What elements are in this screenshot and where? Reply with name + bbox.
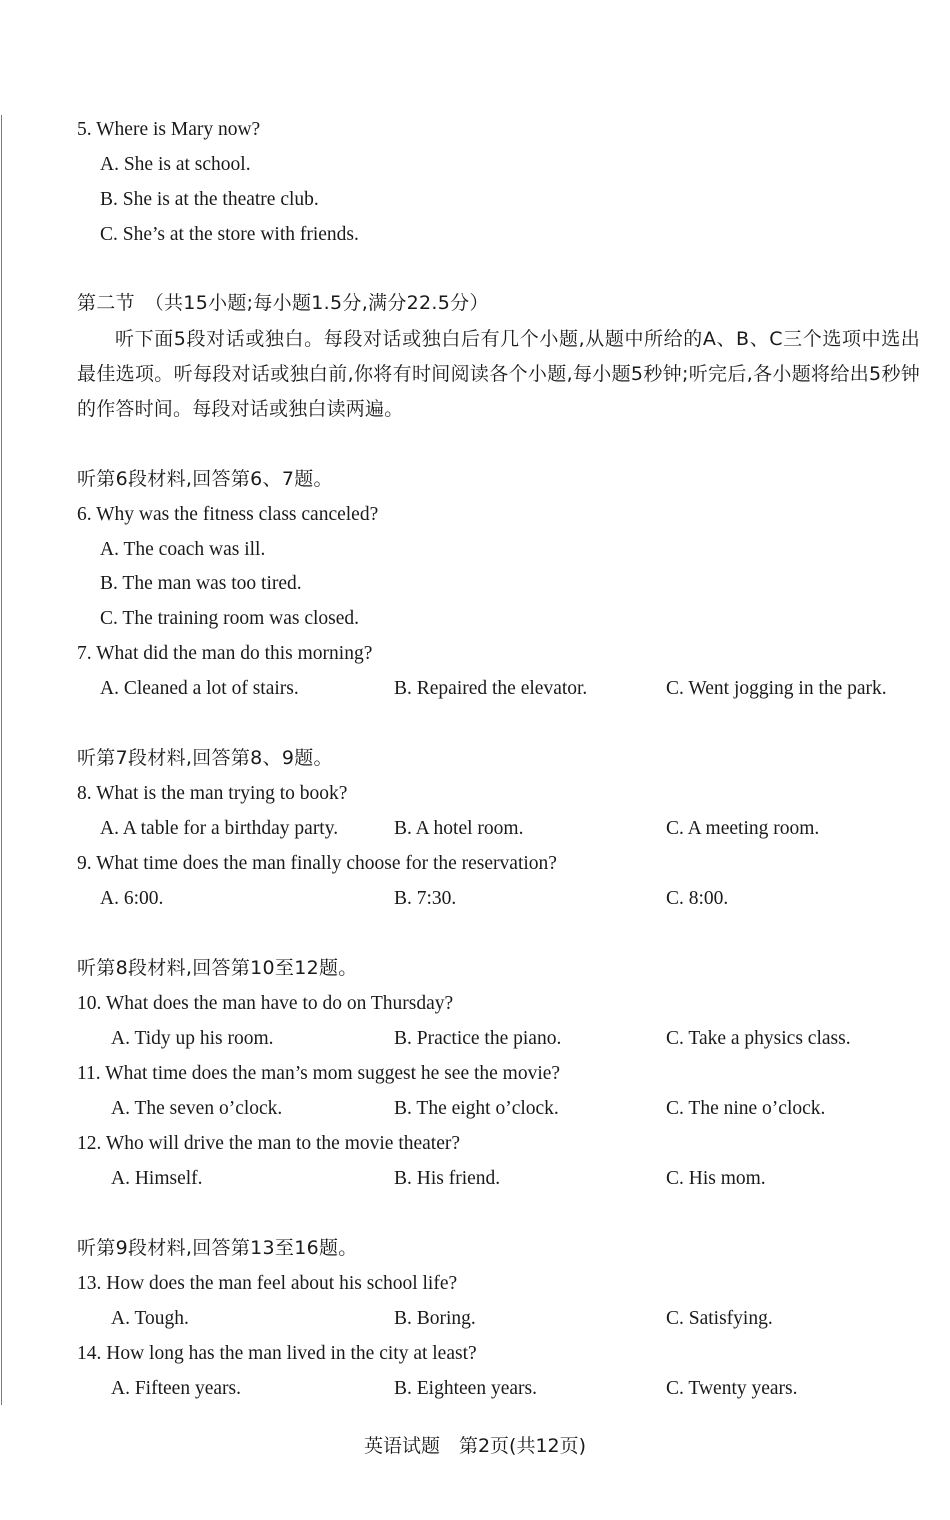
- question-5-option-a: A. She is at school.: [100, 154, 251, 175]
- question-6: 6. Why was the fitness class canceled?: [77, 504, 379, 525]
- question-10-option-a: A. Tidy up his room.: [111, 1028, 274, 1049]
- question-11-option-a: A. The seven o’clock.: [111, 1098, 283, 1119]
- question-10-option-c: C. Take a physics class.: [666, 1028, 851, 1049]
- question-8-option-b: B. A hotel room.: [394, 818, 524, 839]
- question-7: 7. What did the man do this morning?: [77, 643, 373, 664]
- question-7-option-b: B. Repaired the elevator.: [394, 678, 588, 699]
- question-9: 9. What time does the man finally choose for the reservation?: [77, 853, 557, 874]
- question-8: 8. What is the man trying to book?: [77, 783, 348, 804]
- question-6-option-c: C. The training room was closed.: [100, 608, 360, 629]
- group-7-header: 听第7段材料,回答第8、9题。: [77, 747, 333, 769]
- question-13: 13. How does the man feel about his school life?: [77, 1273, 458, 1294]
- question-5: 5. Where is Mary now?: [77, 119, 261, 140]
- question-14-option-c: C. Twenty years.: [666, 1378, 798, 1399]
- question-11: 11. What time does the man’s mom suggest he see the movie?: [77, 1063, 561, 1084]
- question-11-option-b: B. The eight o’clock.: [394, 1098, 559, 1119]
- question-6-option-b: B. The man was too tired.: [100, 573, 302, 594]
- question-9-option-c: C. 8:00.: [666, 888, 729, 909]
- question-8-option-c: C. A meeting room.: [666, 818, 820, 839]
- question-10-option-b: B. Practice the piano.: [394, 1028, 562, 1049]
- question-11-option-c: C. The nine o’clock.: [666, 1098, 826, 1119]
- question-8-option-a: A. A table for a birthday party.: [100, 818, 339, 839]
- group-9-header: 听第9段材料,回答第13至16题。: [77, 1237, 358, 1259]
- question-14-option-a: A. Fifteen years.: [111, 1378, 241, 1399]
- question-5-option-b: B. She is at the theatre club.: [100, 189, 319, 210]
- question-7-option-c: C. Went jogging in the park.: [666, 678, 887, 699]
- group-6-header: 听第6段材料,回答第6、7题。: [77, 468, 333, 490]
- question-13-option-a: A. Tough.: [111, 1308, 189, 1329]
- question-6-option-a: A. The coach was ill.: [100, 539, 266, 560]
- group-8-header: 听第8段材料,回答第10至12题。: [77, 957, 358, 979]
- question-13-option-c: C. Satisfying.: [666, 1308, 773, 1329]
- question-9-option-b: B. 7:30.: [394, 888, 457, 909]
- question-13-option-b: B. Boring.: [394, 1308, 476, 1329]
- section-2-title: 第二节 （共15小题;每小题1.5分,满分22.5分）: [77, 292, 489, 314]
- question-10: 10. What does the man have to do on Thursday?: [77, 993, 454, 1014]
- question-12-option-c: C. His mom.: [666, 1168, 766, 1189]
- question-9-option-a: A. 6:00.: [100, 888, 164, 909]
- question-7-option-a: A. Cleaned a lot of stairs.: [100, 678, 299, 699]
- page-footer: 英语试题 第2页(共12页): [363, 1435, 587, 1457]
- page-margin-rule: [1, 115, 2, 1405]
- question-5-option-c: C. She’s at the store with friends.: [100, 224, 359, 245]
- question-12-option-b: B. His friend.: [394, 1168, 501, 1189]
- question-14: 14. How long has the man lived in the city at least?: [77, 1343, 477, 1364]
- question-14-option-b: B. Eighteen years.: [394, 1378, 537, 1399]
- question-12: 12. Who will drive the man to the movie theater?: [77, 1133, 461, 1154]
- question-12-option-a: A. Himself.: [111, 1168, 203, 1189]
- section-2-instructions: 听下面5段对话或独白。每段对话或独白后有几个小题,从题中所给的A、B、C三个选项中选出最佳选项。听每段对话或独白前,你将有时间阅读各个小题,每小题5秒钟;听完后,各小题将给出5秒钟的作答时间。每段对话或独白读两遍。: [77, 328, 920, 420]
